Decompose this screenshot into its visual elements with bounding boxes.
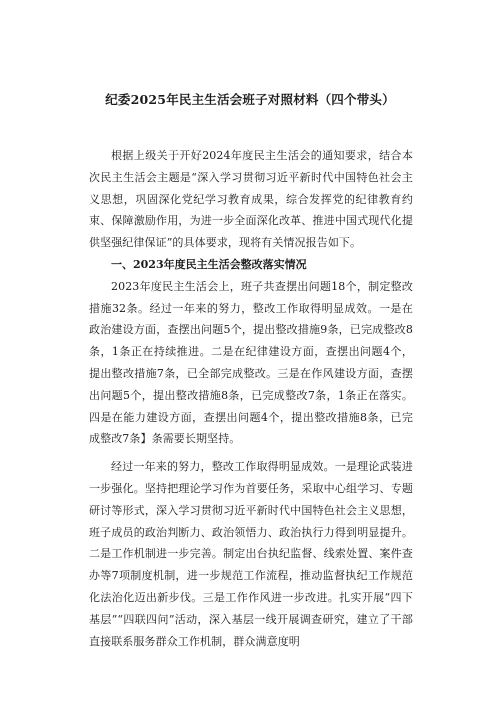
section-heading: 一、2023年度民主生活会整改落实情况 (111, 257, 307, 271)
document-title: 纪委2025年民主生活会班子对照材料（四个带头） (105, 92, 395, 107)
results-paragraph: 经过一年来的努力，整改工作取得明显成效。一是理论武装进一步强化。坚持把理论学习作为首要任务，采取中心组学习、专题研讨等形式，深入学习贯彻习近平新时代中国特色社会主义思想，班子成员的政治判断力、政治领悟力、政治执行力得到明显提升。二是工作机制进一步完善。制定出台执纪监督、线索处置、案件查办等7项制度机制，进一步规范工作流程，推动监督执纪工作规范化法治化迈出新步伐。三是工作作风进一步改进。扎实开展“四下基层”“四联四问”活动，深入基层一线开展调查研究，建立了干部直接联系服务群众工作机制，群众满意度明 (89, 460, 413, 648)
document-body (89, 145, 413, 652)
intro-paragraph: 根据上级关于开好2024年度民主生活会的通知要求，结合本次民主生活会主题是“深入学习贯彻习近平新时代中国特色社会主义思想，巩固深化党纪学习教育成果，综合发挥党的纪律教育约束、保障激励作用，为进一步全面深化改革、推进中国式现代化提供坚强纪律保证”的具体要求，现将有关情况报告如下。 (89, 149, 413, 250)
rectification-paragraph: 2023年度民主生活会上，班子共查摆出问题18个，制定整改措施32条。经过一年来的努力，整改工作取得明显成效。一是在政治建设方面，查摆出问题5个，提出整改措施9条，已完成整改8条，1条正在持续推进。二是在纪律建设方面，查摆出问题4个，提出整改措施7条，已全部完成整改。三是在作风建设方面，查摆出问题5个，提出整改措施8条，已完成整改7条，1条正在落实。四是在能力建设方面，查摆出问题4个，提出整改措施8条，已完成整改7条】条需要长期坚持。 (89, 279, 413, 446)
